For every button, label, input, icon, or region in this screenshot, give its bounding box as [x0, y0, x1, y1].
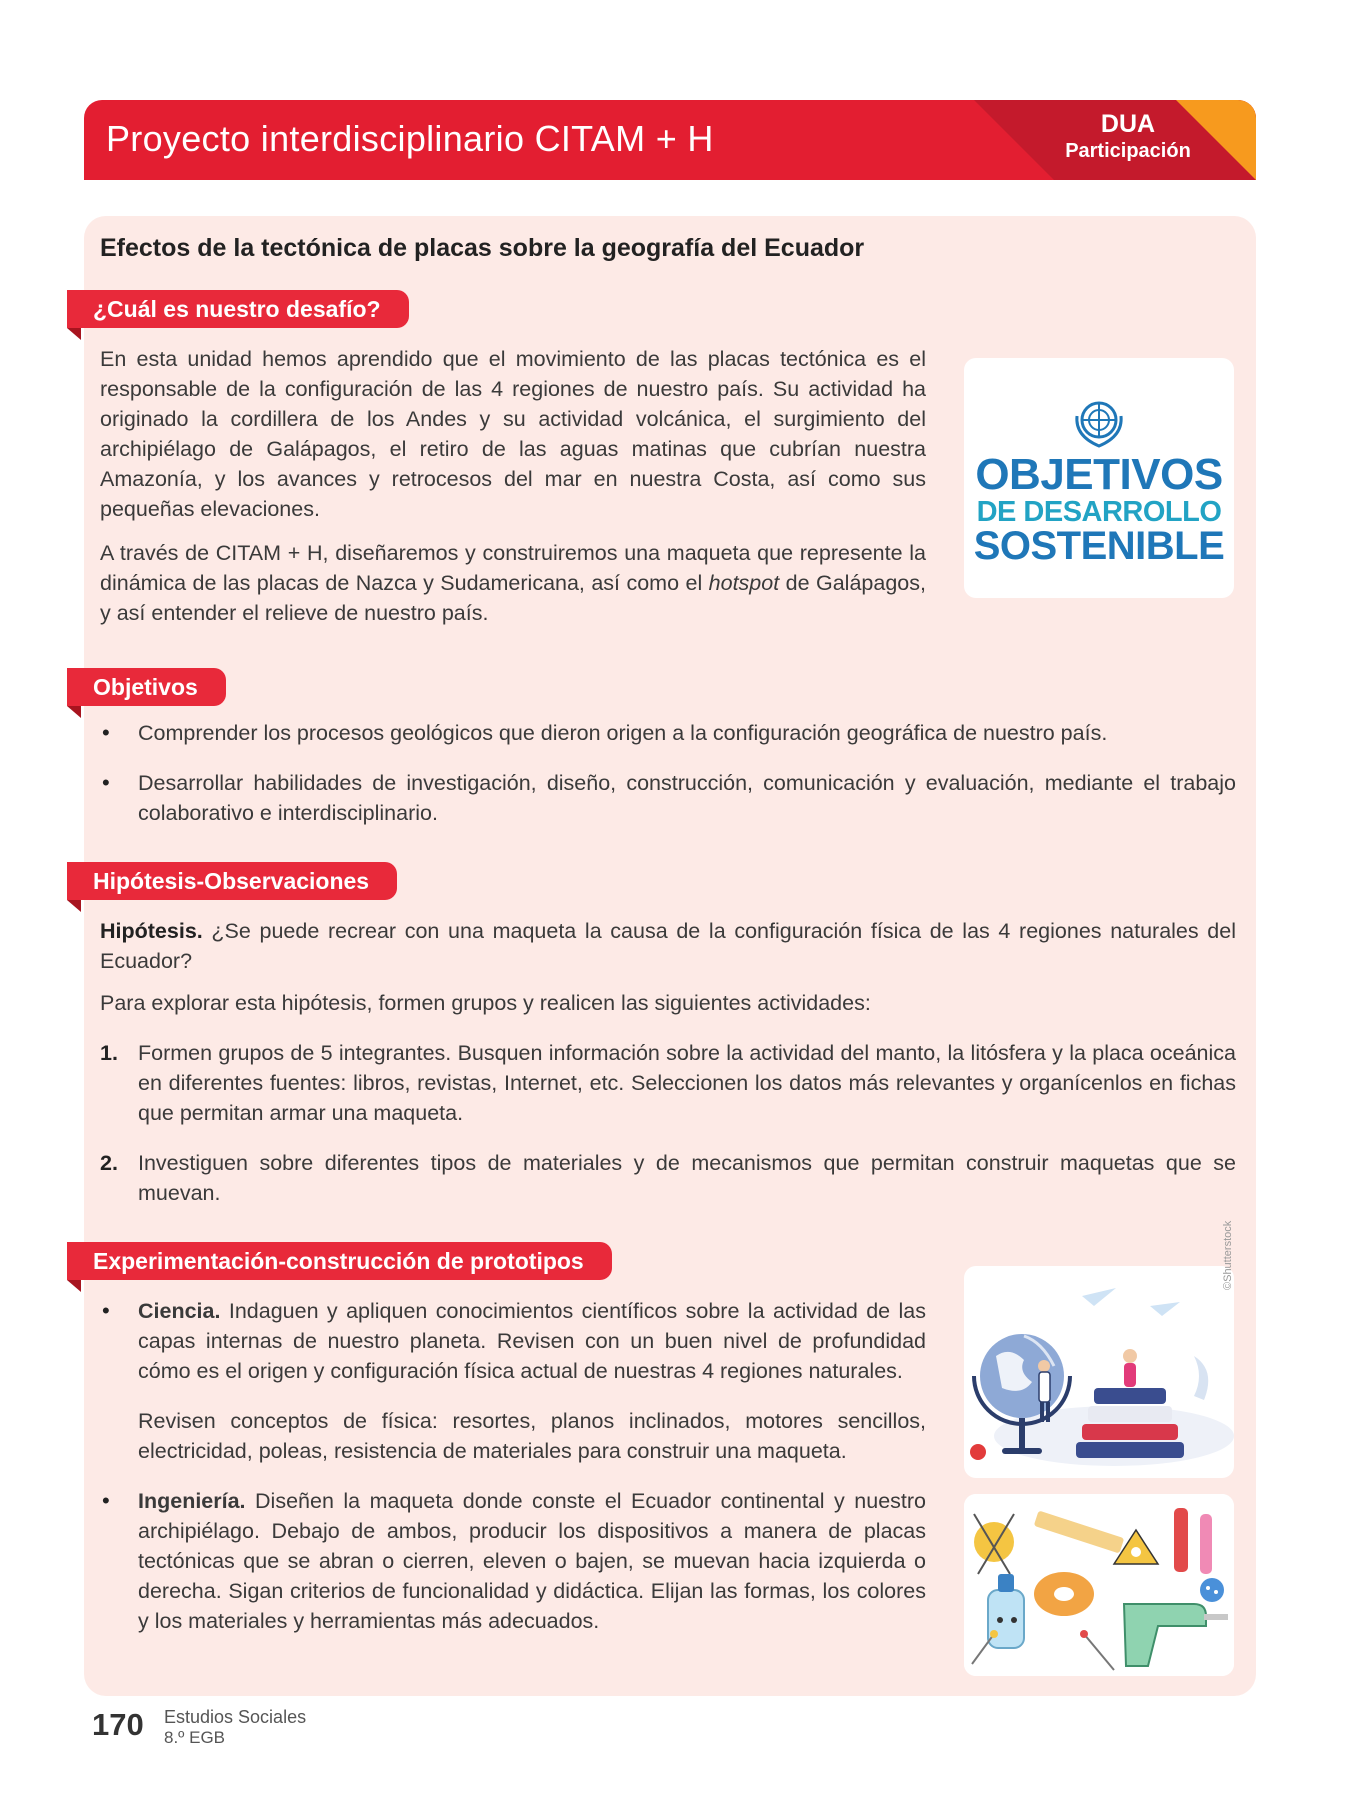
page-header-banner	[84, 100, 1256, 180]
content-card	[84, 216, 1256, 1696]
hypothesis-label: Hipótesis.	[100, 919, 203, 943]
dua-participacion: Participación	[1065, 140, 1191, 162]
sdg-logo-image	[964, 358, 1234, 598]
objective-text-1: Comprender los procesos geológicos que dieron origen a la configuración geográfica de nuestro país.	[138, 721, 1108, 745]
hotspot-term: hotspot	[708, 571, 780, 595]
objectives-list	[100, 718, 1236, 848]
ciencia-text: Indaguen y apliquen conocimientos científicos sobre la actividad de las capas internas de nuestro planeta. Revisen con un buen nivel de profundidad cómo es el origen y configuración física actual de nuestras 4 regiones naturales.	[138, 1299, 926, 1383]
sdg-line-2: DE DESARROLLO	[976, 496, 1222, 528]
list-item: • Comprender los procesos geológicos que dieron origen a la configuración geográfica de nuestro país.	[102, 720, 1108, 745]
ciencia-extra: Revisen conceptos de física: resortes, planos inclinados, motores sencillos, electricidad, poleas, resistencia de materiales para construir una maqueta.	[138, 1409, 926, 1463]
science-illustration	[964, 1266, 1234, 1478]
challenge-paragraph-2	[100, 538, 926, 628]
step-number-2: 2.	[100, 1151, 118, 1175]
list-item: • Ingeniería. Diseñen la maqueta donde conste el Ecuador continental y nuestro archipiélago. Debajo de ambos, producir los dispositivos a manera de placas tectónicas que se abran o cierren, eleven o bajen, se muevan hacia izquierda o derecha. Sigan criterios de funcionalidad y didáctica. Elijan las formas, los colores y los materiales y herramientas más adecuados.	[102, 1488, 926, 1633]
objective-text-2: Desarrollar habilidades de investigación, diseño, construcción, comunicación y evaluación, mediante el trabajo colaborativo e interdisciplinario.	[138, 771, 1236, 825]
footer-grade: 8.º EGB	[164, 1728, 226, 1747]
globe-books-illustration	[964, 1266, 1234, 1478]
activities-list	[100, 1038, 1236, 1228]
list-item: • Ciencia. Indaguen y apliquen conocimientos científicos sobre la actividad de las capas internas de nuestro planeta. Revisen con un buen nivel de profundidad cómo es el origen y configuración física actual de nuestras 4 regiones naturales. Revisen conceptos de física: resortes, planos inclinados, motores sencillos, electricidad, poleas, resistencia de materiales para construir una maqueta.	[100, 1296, 926, 1466]
image-credit: ©Shutterstock	[1222, 1220, 1234, 1290]
challenge-paragraph-1: En esta unidad hemos aprendido que el movimiento de las placas tectónica es el responsable de la configuración de las 4 regiones de nuestro país. Su actividad ha originado la cordillera de los Andes y su actividad volcánica, el surgimiento del archipiélago de Galápagos, el retiro de las aguas matinas que cubrían nuestra Amazonía, y los avances y retrocesos del mar en nuestra Costa, así como sus pequeñas elevaciones.	[100, 347, 926, 521]
tag-experimentation: Experimentación-construcción de prototipos	[67, 1242, 612, 1280]
craft-supplies-illustration	[964, 1494, 1234, 1676]
list-item	[100, 1148, 1236, 1208]
step-text-2: Investiguen sobre diferentes tipos de materiales y de mecanismos que permitan construir maquetas que se muevan.	[138, 1151, 1236, 1205]
sdg-line-3: SOSTENIBLE	[973, 524, 1225, 568]
page-title: Proyecto interdisciplinario CITAM + H	[106, 118, 714, 159]
list-item: • Desarrollar habilidades de investigación, diseño, construcción, comunicación y evaluación, mediante el trabajo colaborativo e interdisciplinario.	[102, 770, 1236, 825]
challenge-p2-before: A través de CITAM + H, diseñaremos y construiremos una maqueta que represente la dinámica de las placas de Nazca y Sudamericana, así como el	[100, 541, 926, 595]
hypothesis-intro: Para explorar esta hipótesis, formen grupos y realicen las siguientes actividades:	[100, 991, 871, 1015]
tag-hypothesis: Hipótesis-Observaciones	[67, 862, 397, 900]
craft-tools-illustration	[964, 1494, 1234, 1676]
dua-badge	[1044, 110, 1212, 164]
dua-label: DUA	[1100, 110, 1156, 138]
ingenieria-text: Diseñen la maqueta donde conste el Ecuador continental y nuestro archipiélago. Debajo de ambos, producir los dispositivos a manera de placas tectónicas que se abran o cierren, eleven o bajen, se muevan hacia izquierda o derecha. Sigan criterios de funcionalidad y didáctica. Elijan las formas, los colores y los materiales y herramientas más adecuados.	[138, 1489, 926, 1633]
hypothesis-paragraph	[100, 916, 1236, 976]
un-emblem-icon	[1071, 396, 1127, 448]
challenge-p2-after: de Galápagos, y así entender el relieve de nuestro país.	[100, 571, 926, 625]
tag-challenge: ¿Cuál es nuestro desafío?	[67, 290, 409, 328]
list-item	[100, 1038, 1236, 1128]
step-text-1: Formen grupos de 5 integrantes. Busquen información sobre la actividad del manto, la litósfera y la placa oceánica en diferentes fuentes: libros, revistas, Internet, etc. Seleccionen los datos más relevantes y organícenlos en fichas que permitan armar una maqueta.	[138, 1041, 1236, 1125]
experimentation-list	[100, 1296, 926, 1656]
ciencia-label: Ciencia.	[138, 1299, 221, 1323]
tag-objectives: Objetivos	[67, 668, 226, 706]
section-title: Efectos de la tectónica de placas sobre la geografía del Ecuador	[100, 234, 865, 262]
hypothesis-text: ¿Se puede recrear con una maqueta la causa de la configuración física de las 4 regiones naturales del Ecuador?	[100, 919, 1236, 973]
step-number-1: 1.	[100, 1041, 118, 1065]
page-number: 170	[92, 1707, 144, 1742]
footer-subject: Estudios Sociales	[164, 1707, 307, 1727]
sdg-line-1: OBJETIVOS	[975, 450, 1223, 499]
ingenieria-label: Ingeniería.	[138, 1489, 246, 1513]
